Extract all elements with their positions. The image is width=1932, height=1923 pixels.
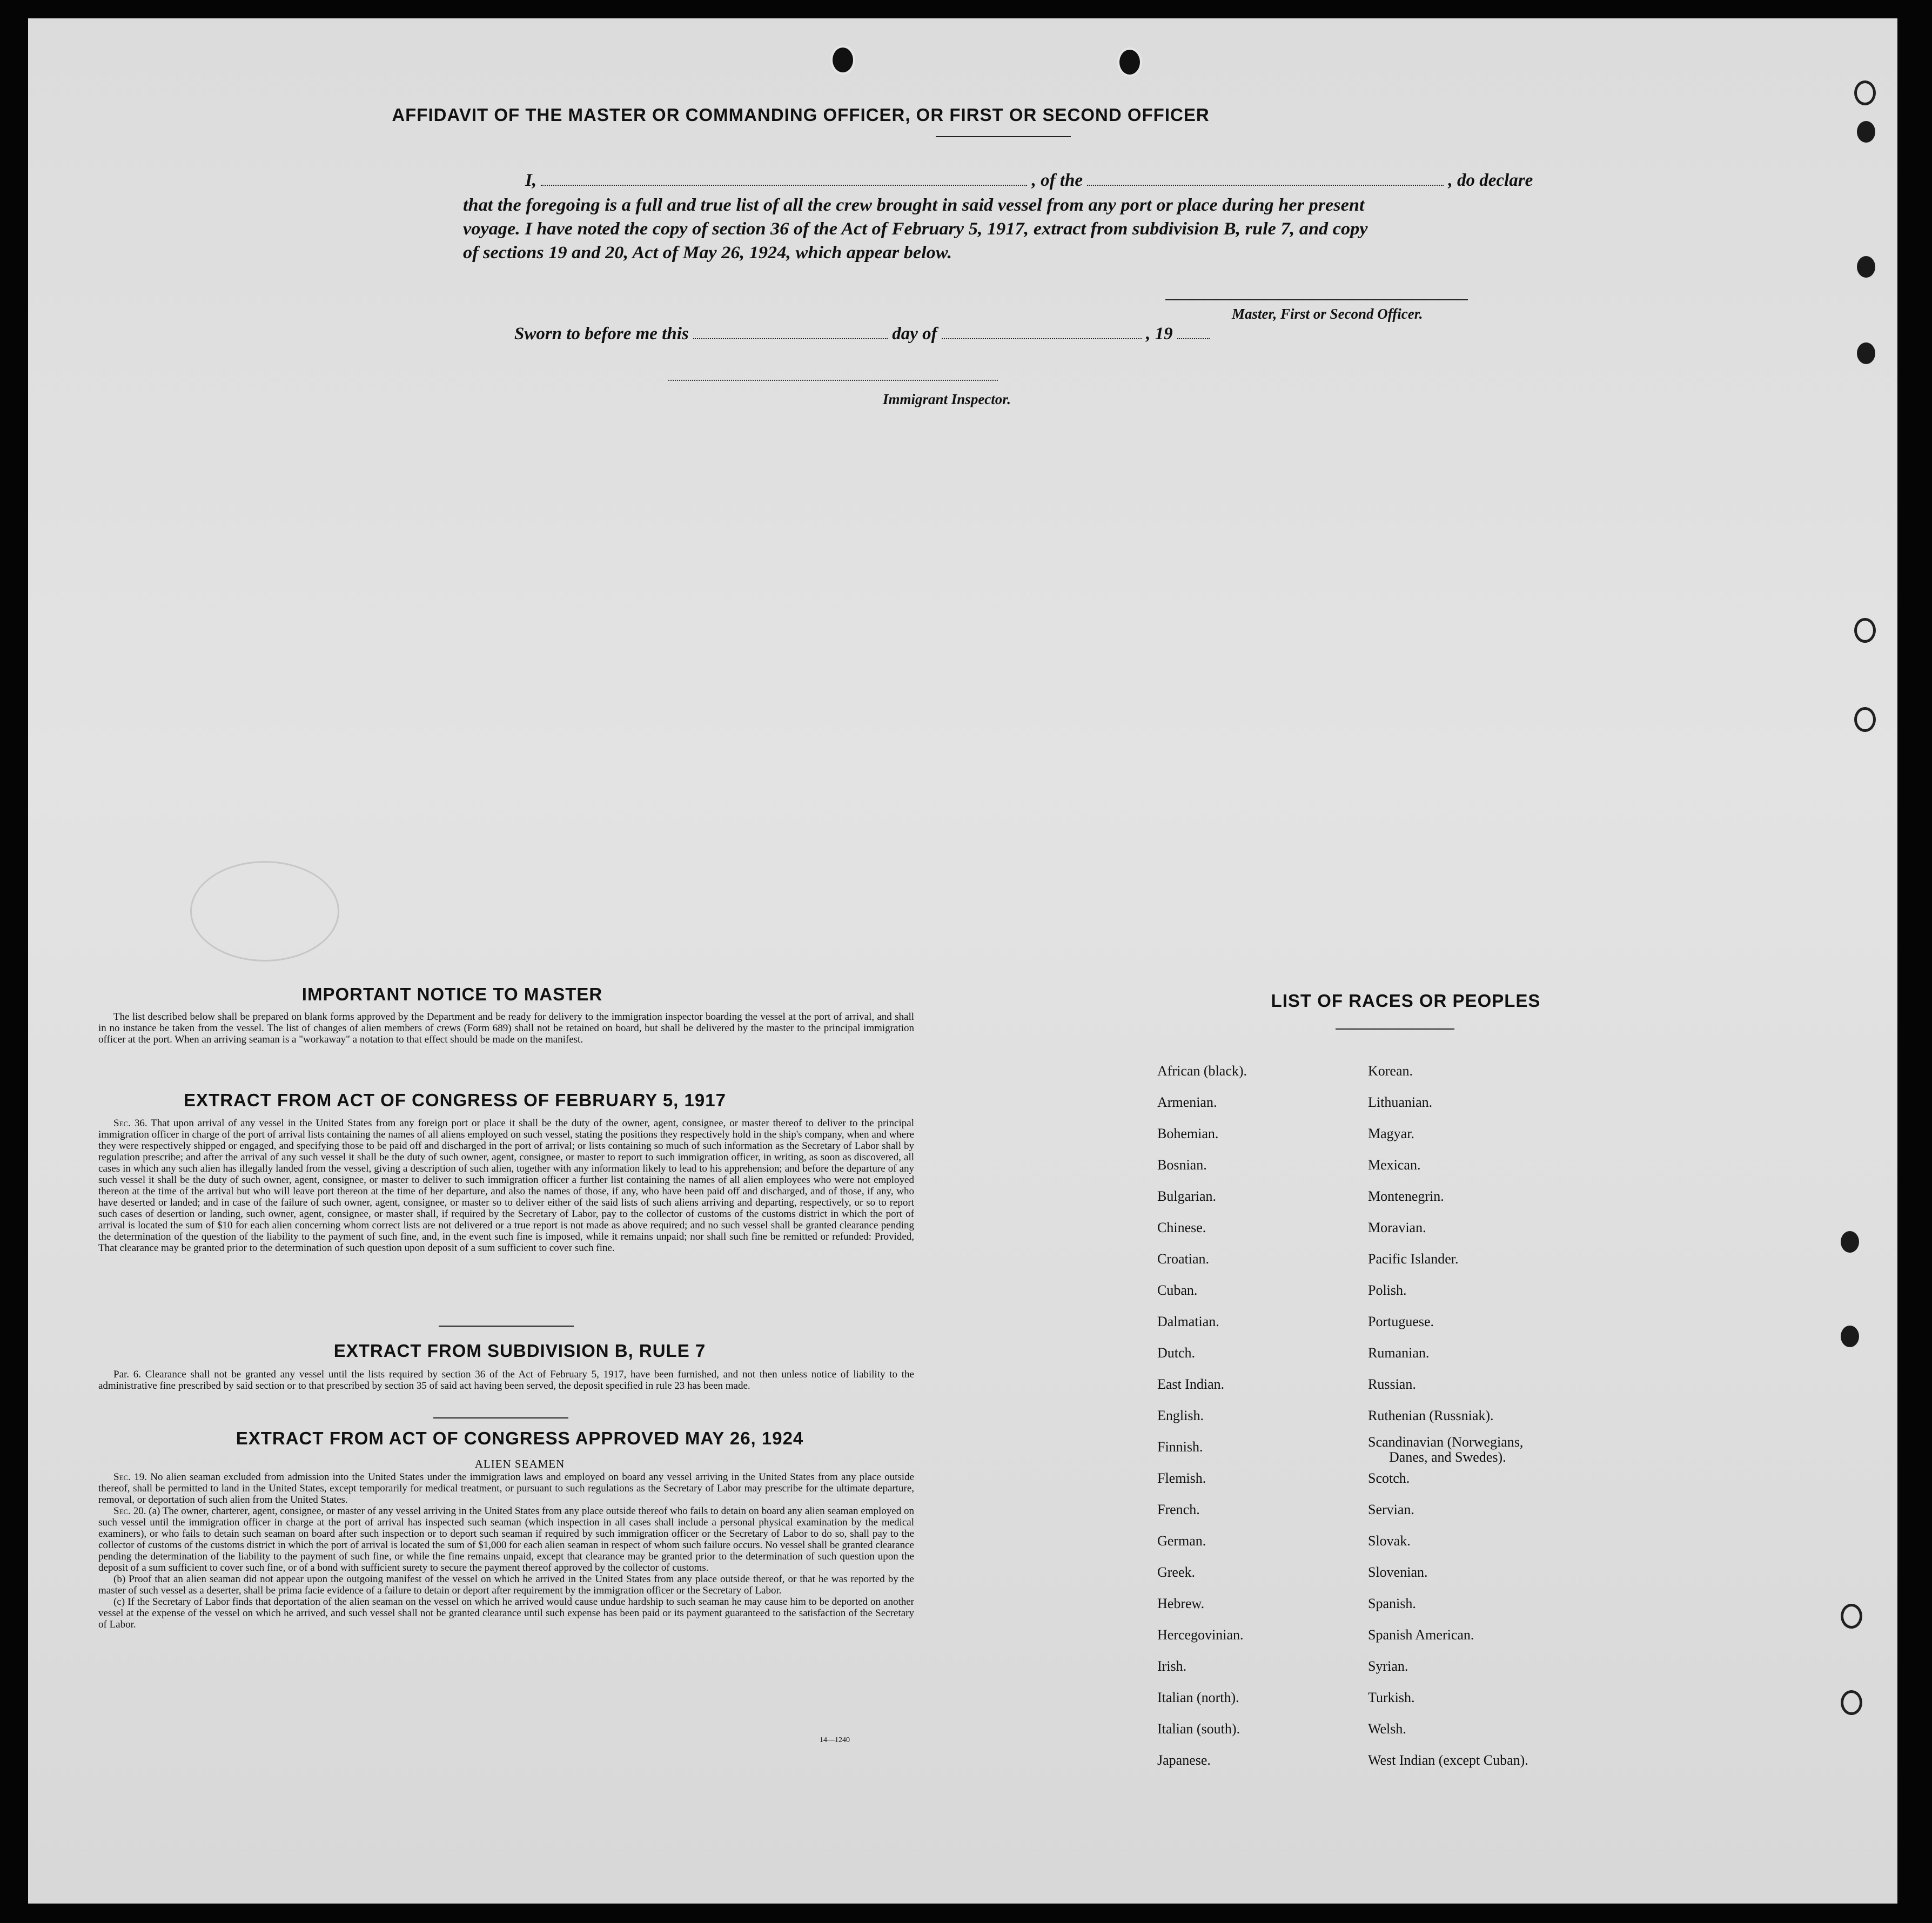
race-item: Moravian. (1368, 1220, 1426, 1235)
affidavit-i-label: I, (525, 171, 537, 190)
sec-19-label: Sec. 19. (113, 1471, 147, 1483)
sec-20-label: Sec. 20. (113, 1505, 146, 1517)
race-item: Slovak. (1368, 1533, 1411, 1549)
section-divider (439, 1326, 574, 1327)
race-item: Bulgarian. (1157, 1188, 1217, 1204)
extract-1924-title: EXTRACT FROM ACT OF CONGRESS APPROVED MAY 26, 1924 (236, 1428, 804, 1448)
punch-hole (1857, 342, 1875, 364)
race-item: Bohemian. (1157, 1126, 1219, 1141)
faint-seal-stamp (190, 861, 339, 962)
race-item: English. (1157, 1408, 1204, 1423)
race-item: Armenian. (1157, 1094, 1217, 1110)
punch-hole (1857, 256, 1875, 278)
extract-1917-title: EXTRACT FROM ACT OF CONGRESS OF FEBRUARY 5, 1917 (184, 1090, 726, 1110)
document-page (28, 18, 1897, 1904)
affidavit-line-3: voyage. I have noted the copy of section 36 of the Act of February 5, 1917, extract from subdivision B, rule 7, and copy (463, 219, 1368, 239)
inspector-signature-label: Immigrant Inspector. (883, 391, 1011, 407)
race-item: Croatian. (1157, 1251, 1210, 1267)
notice-text (98, 1011, 914, 1045)
title-divider (936, 136, 1071, 137)
extract-1917-text (98, 1118, 914, 1254)
race-item: Italian (south). (1157, 1721, 1240, 1737)
rule-7-text (98, 1369, 914, 1391)
race-item: Mexican. (1368, 1157, 1421, 1173)
race-item: Russian. (1368, 1376, 1416, 1392)
race-item: Welsh. (1368, 1721, 1406, 1737)
race-item: Magyar. (1368, 1126, 1414, 1141)
rule-7-paragraph: Par. 6. Clearance shall not be granted any vessel until the lists required by section 36 of the Act of February 5, 1917, have been furnished, and not then unless notice of liability to the administrative fine prescribed by said section or to that prescribed by section 35 of said act having been served, the deposit specified in rule 23 has been made. (98, 1369, 914, 1391)
race-item: Slovenian. (1368, 1564, 1428, 1580)
master-signature-label: Master, First or Second Officer. (1232, 306, 1423, 322)
affidavit-declare-label: , do declare (1448, 171, 1533, 190)
affidavit-title: AFFIDAVIT OF THE MASTER OR COMMANDING OFFICER, OR FIRST OR SECOND OFFICER (392, 105, 1210, 125)
race-item: Dalmatian. (1157, 1314, 1219, 1329)
races-left-column (1157, 1055, 1363, 1776)
extract-1924-text (98, 1471, 914, 1630)
affidavit-line-2: that the foregoing is a full and true list of all the crew brought in said vessel from any port or place during her present (463, 196, 1365, 215)
punch-hole (1857, 121, 1875, 143)
sec-20b-text: (b) Proof that an alien seaman did not appear upon the outgoing manifest of the vessel on which he arrived in the United States from any place outside thereof, or that he was reported by the master of such vessel as a deserter, shall be prima facie evidence of a failure to detain or deport after requirement by the immigration officer or the Secretary of Labor. (98, 1574, 914, 1596)
year-prefix-label: , 19 (1146, 324, 1173, 344)
alien-seamen-subtitle: ALIEN SEAMEN (474, 1457, 565, 1470)
races-right-column (1368, 1055, 1671, 1776)
sec-20c-text: (c) If the Secretary of Labor finds that deportation of the alien seaman on the vessel on which he arrived would cause undue hardship to such seaman he may cause him to be deported on another vessel at the expense of the vessel on which he arrived, and such vessel shall not be granted clearance until such expense has been paid or its payment guaranteed to the satisfaction of the Secretary of Labor. (98, 1596, 914, 1630)
punch-hole (1841, 1690, 1862, 1715)
punch-hole (1854, 618, 1876, 643)
punch-hole (1841, 1604, 1862, 1629)
notice-paragraph: The list described below shall be prepared on blank forms approved by the Department and be ready for delivery to the immigration inspector boarding the vessel at the port of arrival, and shall in no instance be taken from the vessel. The list of changes of alien members of crews (Form 689) shall not be retained on board, but shall be delivered by the master to the principal immigration officer at the port. When an arriving seaman is a "workaway" a notation to that effect should be made on the manifest. (98, 1011, 914, 1045)
race-item: Irish. (1157, 1658, 1187, 1674)
race-item: Montenegrin. (1368, 1188, 1444, 1204)
race-item: Bosnian. (1157, 1157, 1207, 1173)
sec-36-label: Sec. 36. (113, 1118, 147, 1129)
race-item: Portuguese. (1368, 1314, 1434, 1329)
race-item: Scandinavian (Norwegians, Danes, and Swedes). (1368, 1434, 1524, 1465)
punch-hole (1854, 80, 1876, 105)
race-item: Dutch. (1157, 1345, 1196, 1361)
races-title: LIST OF RACES OR PEOPLES (1271, 991, 1541, 1011)
race-item: Cuban. (1157, 1282, 1198, 1298)
punch-hole (1841, 1231, 1859, 1253)
sworn-day-field[interactable] (693, 324, 888, 339)
race-item: West Indian (except Cuban). (1368, 1752, 1528, 1768)
race-item: Korean. (1368, 1063, 1413, 1079)
sworn-month-field[interactable] (942, 324, 1142, 339)
punch-hole (830, 45, 855, 75)
form-number: 14—1240 (820, 1736, 850, 1744)
sworn-line (514, 324, 1379, 344)
inspector-signature-line[interactable] (668, 379, 998, 381)
race-item: German. (1157, 1533, 1206, 1549)
sworn-label: Sworn to before me this (514, 324, 689, 344)
section-divider (433, 1417, 568, 1418)
rule-7-title: EXTRACT FROM SUBDIVISION B, RULE 7 (333, 1341, 706, 1361)
race-item: Pacific Islander. (1368, 1251, 1459, 1267)
sec-19-text: No alien seaman excluded from admission into the United States under the immigration laws and employed on board any vessel arriving in the United States from any place outside thereof, shall be permitted to land in the United States, except temporarily for medical treatment, or pursuant to such regulations as the Secretary of Labor may prescribe for the ultimate departure, removal, or deportation of such alien from the United States. (98, 1471, 914, 1505)
race-item: East Indian. (1157, 1376, 1225, 1392)
race-item: Servian. (1368, 1502, 1414, 1517)
master-signature-line[interactable] (1165, 299, 1468, 300)
day-of-label: day of (892, 324, 937, 344)
affidavit-line-4: of sections 19 and 20, Act of May 26, 1924, which appear below. (463, 243, 952, 263)
race-item: Turkish. (1368, 1690, 1415, 1705)
race-item: African (black). (1157, 1063, 1247, 1079)
race-item: Spanish. (1368, 1596, 1416, 1611)
race-item: Flemish. (1157, 1470, 1206, 1486)
sworn-year-field[interactable] (1177, 324, 1210, 339)
race-item: Hebrew. (1157, 1596, 1205, 1611)
notice-title: IMPORTANT NOTICE TO MASTER (301, 984, 603, 1004)
race-item: Finnish. (1157, 1439, 1203, 1455)
race-item: Spanish American. (1368, 1627, 1474, 1643)
punch-hole (1854, 707, 1876, 732)
sec-20a-text: (a) The owner, charterer, agent, consignee, or master of any vessel arriving in the United States from any place outside thereof who fails to detain on board any alien seaman employed on such vessel until the immigration officer in charge at the port of arrival has inspected such seaman (which inspection in all cases shall include a personal physical examination by the medical examiners), or who fails to detain such seaman on board after such inspection or to deport such seaman if required by such immigration officer or the Secretary of Labor to do so, shall pay to the collector of customs of the customs district in which the port of arrival is located the sum of $1,000 for each alien seaman in respect of whom such failure occurs. No vessel shall be granted clearance pending the determination of the liability to the payment of such fine, or while the fine remains unpaid, except that clearance may be granted prior to the determination of such question upon the deposit of a sum sufficient to cover such fine, or of a bond with sufficient surety to secure the payment thereof approved by the collector of customs. (98, 1505, 914, 1574)
race-item: Polish. (1368, 1282, 1407, 1298)
punch-hole (1117, 48, 1142, 77)
race-item: Scotch. (1368, 1470, 1410, 1486)
race-item: Lithuanian. (1368, 1094, 1433, 1110)
race-item: Japanese. (1157, 1752, 1211, 1768)
races-title-divider (1336, 1028, 1454, 1030)
race-item: Rumanian. (1368, 1345, 1430, 1361)
vessel-name-field[interactable] (1087, 171, 1444, 186)
declarant-name-field[interactable] (541, 171, 1027, 186)
race-item: Ruthenian (Russniak). (1368, 1408, 1494, 1423)
race-item: Italian (north). (1157, 1690, 1239, 1705)
race-item: French. (1157, 1502, 1200, 1517)
race-item: Chinese. (1157, 1220, 1206, 1235)
race-item: Greek. (1157, 1564, 1196, 1580)
sec-36-text: That upon arrival of any vessel in the United States from any foreign port or place it shall be the duty of the owner, agent, consignee, or master thereof to deliver to the principal immigration officer in charge of the port of arrival lists containing the names of all aliens employed on such vessel, stating the positions they respectively hold in the ship's company, when and where they were respectively shipped or engaged, and specifying those to be paid off and discharged in the port of arrival; or lists containing so much of such information as the Secretary of Labor shall by regulation prescribe; and after the arrival of any such vessel it shall be the duty of such owner, agent, consignee, or master to report to such immigration officer, in writing, as soon as discovered, all cases in which any such alien has illegally landed from the vessel, giving a description of such alien, together with any information likely to lead to his apprehension; and before the departure of any such vessel it shall be the duty of such owner, agent, consignee, or master to deliver to such immigration officer a further list containing the names of all alien employees who were not employed thereon at the time of the arrival but who will leave port thereon at the time of her departure, and also the names of those, if any, who have been paid off and discharged, and of those, if any, who have deserted or landed; and in case of the failure of such owner, agent, consignee, or master so to deliver either of the said lists of such aliens arriving and departing, respectively, or so to report such cases of desertion or landing, such owner, agent, consignee, or master shall, if required by the Secretary of Labor, pay to the collector of customs of the customs district in which the port of arrival is located the sum of $10 for each alien concerning whom correct lists are not delivered or a true report is not made as above required; and no such vessel shall be granted clearance pending the determination of the question of the liability to the payment of such fine, and, in the event such fine is imposed, while it remains unpaid; nor shall such fine be remitted or refunded: Provided, That clearance may be granted prior to the determination of such question upon deposit of a sum sufficient to cover such fine. (98, 1118, 914, 1254)
affidavit-declarant-line (525, 171, 1541, 191)
race-item: Syrian. (1368, 1658, 1408, 1674)
race-item: Hercegovinian. (1157, 1627, 1244, 1643)
affidavit-of-the-label: , of the (1031, 171, 1083, 190)
punch-hole (1841, 1326, 1859, 1347)
